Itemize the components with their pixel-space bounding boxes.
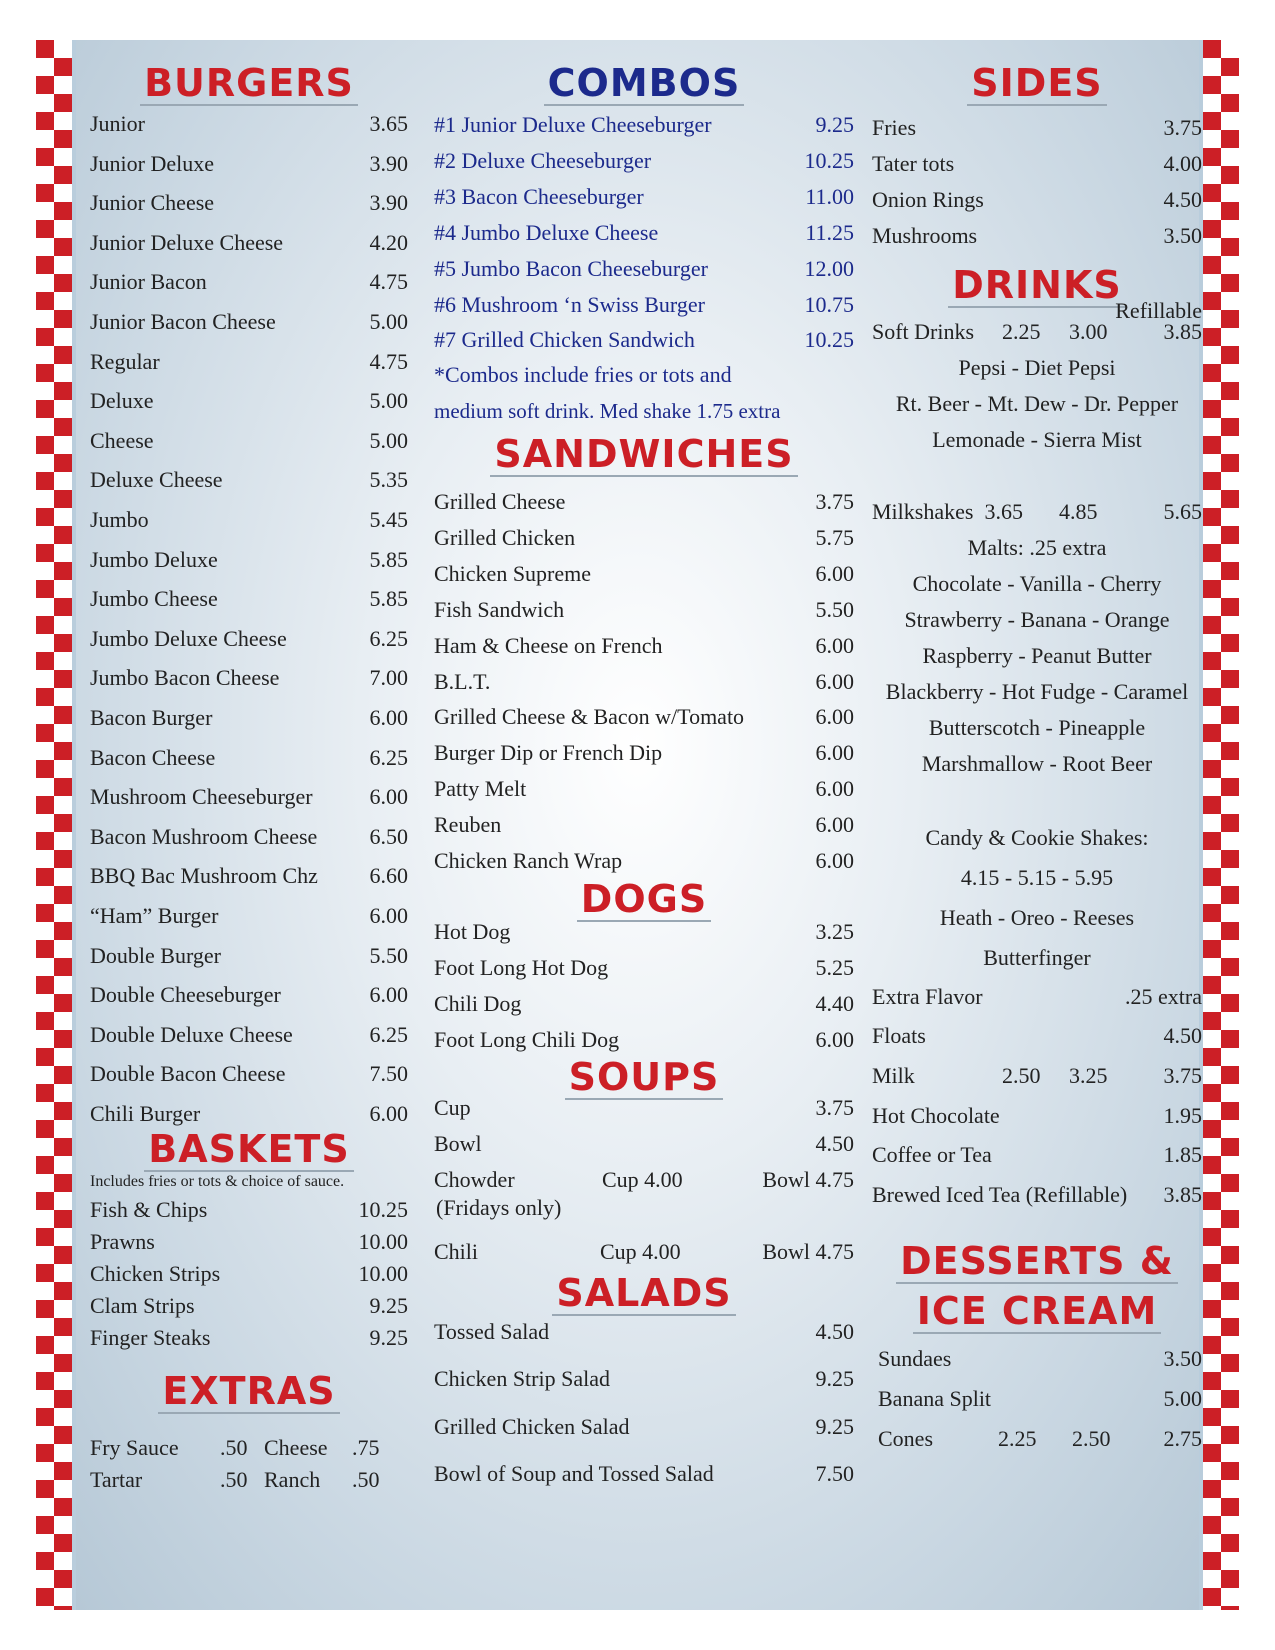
burger-item-name: Junior Bacon — [90, 269, 207, 295]
soup-chowder-cup: Cup 4.00 — [602, 1167, 683, 1192]
candy-shakes-title: Candy & Cookie Shakes: — [925, 825, 1149, 850]
soft-drinks-price-2: 3.00 — [1069, 319, 1108, 344]
burger-item-price: 5.35 — [369, 467, 408, 493]
salad-item-price: 9.25 — [815, 1366, 854, 1392]
combo-item — [434, 182, 854, 212]
burger-item-price: 5.00 — [369, 309, 408, 334]
burger-item-price: 5.85 — [369, 546, 408, 572]
burger-item-price: 3.90 — [369, 190, 408, 216]
burger-item-name: Chili Burger — [90, 1101, 201, 1126]
burger-item — [90, 980, 408, 1010]
burger-item-price: 5.50 — [369, 942, 408, 968]
soft-drinks: Soft Drinks — [872, 319, 975, 344]
basket-item — [90, 1323, 408, 1353]
burger-item-name: Junior — [90, 111, 145, 136]
basket-item-name: Clam Strips — [90, 1293, 195, 1318]
burger-item-price: 6.00 — [369, 982, 408, 1008]
sandwich-item-name: Fish Sandwich — [434, 596, 565, 622]
cones-price-2: 2.50 — [1072, 1426, 1111, 1451]
brewed-iced-tea: Brewed Iced Tea (Refillable) 3.85 — [872, 1182, 1202, 1207]
sandwich-item-name: Reuben — [434, 812, 502, 838]
basket-item — [90, 1291, 408, 1321]
burger-item-name: Mushroom Cheeseburger — [90, 784, 313, 810]
basket-item-name: Fish & Chips — [90, 1197, 208, 1222]
salad-item-price: 7.50 — [815, 1460, 854, 1486]
extras-fry-sauce-price: .50 — [220, 1435, 248, 1460]
burger-item-price: 6.00 — [369, 784, 408, 810]
milk-price-3: 3.75 — [1163, 1063, 1202, 1088]
combo-item-price: 9.25 — [815, 112, 854, 137]
side-item — [872, 149, 1202, 179]
soft-drinks-price-3: 3.85 — [1163, 319, 1202, 344]
sandwich-item-price: 6.00 — [815, 560, 854, 586]
burger-item-name: Jumbo Bacon Cheese — [90, 665, 280, 691]
sandwich-item — [434, 631, 854, 661]
salad-item-price: 4.50 — [815, 1319, 854, 1344]
sandwich-item — [434, 846, 854, 876]
banana-split: Banana Split 5.00 — [878, 1386, 1202, 1411]
sandwich-item-price: 6.00 — [815, 848, 854, 873]
burger-item — [90, 782, 408, 812]
combo-item-price: 12.00 — [804, 255, 854, 281]
cones-price-3: 2.75 — [1163, 1426, 1202, 1451]
sandwich-item — [434, 523, 854, 553]
salad-item — [434, 1317, 854, 1347]
sandwiches-heading: SANDWICHES — [434, 433, 854, 477]
extra-flavor: Extra Flavor .25 extra — [872, 984, 1202, 1009]
dogs-heading: DOGS — [434, 878, 854, 922]
combo-item-name: #7 Grilled Chicken Sandwich — [434, 327, 695, 353]
sandwich-item-price: 3.75 — [815, 489, 854, 514]
burger-item-price: 6.60 — [369, 863, 408, 889]
burger-item — [90, 505, 408, 535]
dog-item — [434, 953, 854, 983]
basket-item — [90, 1259, 408, 1289]
burger-item-price: 5.00 — [369, 388, 408, 414]
sides-heading: SIDES — [872, 62, 1202, 106]
combo-item-name: #1 Junior Deluxe Cheeseburger — [434, 112, 712, 137]
combo-item — [434, 290, 854, 320]
sandwich-item-price: 5.75 — [815, 524, 854, 550]
soft-drink-flavor-line: Lemonade - Sierra Mist — [932, 427, 1142, 452]
burger-item-price: 6.00 — [369, 705, 408, 730]
baskets-note: Includes fries or tots & choice of sauce. — [90, 1173, 345, 1190]
burger-item-price: 3.90 — [369, 150, 408, 176]
combos-note-line1: *Combos include fries or tots and — [434, 362, 732, 387]
basket-item-price: 10.00 — [358, 1261, 408, 1286]
coffee-or-tea: Coffee or Tea 1.85 — [872, 1142, 1202, 1167]
shake-flavor-line: Butterscotch - Pineapple — [928, 715, 1146, 740]
extras-ranch: Ranch — [264, 1467, 321, 1492]
burger-item-name: Junior Deluxe — [90, 150, 215, 176]
burger-item-price: 4.75 — [369, 269, 408, 295]
salad-item-name: Bowl of Soup and Tossed Salad — [434, 1460, 714, 1486]
combo-item-name: #6 Mushroom ‘n Swiss Burger — [434, 291, 705, 317]
burger-item — [90, 347, 408, 377]
salad-item — [434, 1364, 854, 1394]
soft-drink-flavor-line: Rt. Beer - Mt. Dew - Dr. Pepper — [895, 391, 1179, 416]
checkered-border-left — [36, 40, 72, 1610]
sandwich-item — [434, 774, 854, 804]
burger-item-name: Junior Cheese — [90, 190, 215, 216]
burger-item-name: Double Deluxe Cheese — [90, 1021, 293, 1047]
salad-item-name: Tossed Salad — [434, 1319, 550, 1344]
shake-flavor-line: Blackberry - Hot Fudge - Caramel — [885, 679, 1189, 704]
combo-item-price: 10.75 — [804, 291, 854, 317]
burger-item — [90, 188, 408, 218]
sandwich-item — [434, 595, 854, 625]
soup-chili-bowl: Bowl 4.75 — [762, 1239, 854, 1264]
extras-tartar: Tartar — [90, 1467, 143, 1492]
milkshakes-price-2: 4.85 — [1059, 499, 1098, 524]
combo-item — [434, 325, 854, 355]
combo-item-price: 11.25 — [805, 219, 854, 245]
burger-item — [90, 703, 408, 733]
soup-chowder-note: (Fridays only) — [436, 1195, 562, 1220]
sandwich-item-price: 6.00 — [815, 776, 854, 802]
burger-item-name: Jumbo Deluxe — [90, 546, 218, 572]
side-item — [872, 221, 1202, 251]
burger-item-price: 5.85 — [369, 586, 408, 612]
burger-item-price: 6.25 — [369, 1021, 408, 1047]
dog-item — [434, 989, 854, 1019]
combos-heading: COMBOS — [434, 62, 854, 106]
cones-price-1: 2.25 — [998, 1426, 1037, 1451]
burger-item-price: 7.00 — [369, 665, 408, 691]
soup-chili: Chili — [434, 1239, 479, 1264]
sandwich-item — [434, 487, 854, 517]
burger-item-name: Deluxe — [90, 388, 154, 414]
burger-item-price: 3.65 — [369, 111, 408, 136]
burger-item — [90, 901, 408, 931]
sandwich-item-price: 6.00 — [815, 740, 854, 766]
milkshakes-price-3: 5.65 — [1163, 499, 1202, 524]
burger-item — [90, 743, 408, 773]
burger-item-name: Double Burger — [90, 942, 221, 968]
combos-note-line2: medium soft drink. Med shake 1.75 extra — [434, 399, 781, 423]
burger-item-price: 6.00 — [369, 903, 408, 928]
sandwich-item — [434, 810, 854, 840]
sandwich-item-name: Grilled Chicken — [434, 524, 576, 550]
burger-item-price: 7.50 — [369, 1061, 408, 1087]
burger-item-price: 5.45 — [369, 507, 408, 532]
desserts-heading-line1: DESSERTS & — [872, 1240, 1202, 1284]
basket-item-price: 9.25 — [369, 1325, 408, 1350]
salad-item-price: 9.25 — [815, 1413, 854, 1439]
dog-item-name: Foot Long Chili Dog — [434, 1026, 620, 1052]
shake-flavor-line: Marshmallow - Root Beer — [921, 751, 1153, 776]
burger-item — [90, 465, 408, 495]
sandwich-item-name: Chicken Supreme — [434, 560, 592, 586]
basket-item — [90, 1195, 408, 1225]
side-item-price: 4.50 — [1163, 186, 1202, 212]
combo-item-name: #2 Deluxe Cheeseburger — [434, 147, 652, 173]
burger-item-price: 5.00 — [369, 427, 408, 453]
burger-item-price: 6.25 — [369, 625, 408, 651]
side-item — [872, 185, 1202, 215]
extras-heading: EXTRAS — [90, 1370, 408, 1414]
burger-item-name: Junior Bacon Cheese — [90, 309, 276, 334]
basket-item-name: Chicken Strips — [90, 1261, 221, 1286]
soft-drinks-price-1: 2.25 — [1002, 319, 1041, 344]
candy-shakes-prices: 4.15 - 5.15 - 5.95 — [960, 865, 1114, 890]
combo-item — [434, 146, 854, 176]
candy-flavors-1: Heath - Oreo - Reeses — [939, 905, 1135, 930]
burger-item — [90, 584, 408, 614]
burger-item-price: 4.20 — [369, 229, 408, 255]
dog-item — [434, 1025, 854, 1055]
side-item-name: Onion Rings — [872, 186, 984, 212]
combo-item-price: 10.25 — [804, 147, 854, 173]
burger-item-name: Bacon Cheese — [90, 744, 216, 770]
checkered-border-right — [1203, 40, 1239, 1610]
combo-item-price: 11.00 — [805, 183, 854, 209]
sandwich-item-name: Patty Melt — [434, 776, 527, 802]
burger-item-name: Jumbo — [90, 507, 149, 532]
burger-item-price: 6.50 — [369, 823, 408, 849]
extras-tartar-price: .50 — [220, 1467, 248, 1492]
baskets-heading: BASKETS — [90, 1128, 408, 1172]
dog-item-name: Foot Long Hot Dog — [434, 954, 609, 980]
basket-item-price: 10.00 — [358, 1229, 408, 1254]
dog-item-price: 5.25 — [815, 954, 854, 980]
burger-item-name: Regular — [90, 348, 160, 374]
sandwich-item-price: 6.00 — [815, 812, 854, 838]
shake-flavor-line: Raspberry - Peanut Butter — [922, 643, 1152, 668]
shake-flavor-line: Strawberry - Banana - Orange — [904, 607, 1170, 632]
extras-ranch-price: .50 — [352, 1467, 380, 1492]
milkshakes: Milkshakes 3.65 — [872, 499, 1023, 524]
soft-drink-flavor-line: Pepsi - Diet Pepsi — [958, 355, 1116, 380]
sundaes: Sundaes 3.50 — [878, 1346, 1202, 1371]
burger-item — [90, 307, 408, 337]
hot-chocolate: Hot Chocolate 1.95 — [872, 1103, 1202, 1128]
combo-item-price: 10.25 — [804, 327, 854, 353]
sandwich-item-price: 6.00 — [815, 704, 854, 730]
burger-item — [90, 386, 408, 416]
menu-panel — [72, 40, 1203, 1610]
basket-item-price: 9.25 — [369, 1293, 408, 1318]
refillable-label: Refillable — [1115, 298, 1202, 323]
sandwich-item — [434, 667, 854, 697]
extras-cheese-price: .75 — [352, 1435, 380, 1460]
sandwich-item-name: Grilled Cheese — [434, 489, 566, 514]
burger-item-price: 4.75 — [369, 348, 408, 374]
salad-item-name: Chicken Strip Salad — [434, 1366, 610, 1392]
side-item-price: 3.75 — [1163, 115, 1202, 140]
combo-item — [434, 218, 854, 248]
sandwich-item-name: B.L.T. — [434, 668, 491, 694]
cones: Cones — [878, 1426, 933, 1451]
burger-item — [90, 267, 408, 297]
dog-item-name: Hot Dog — [434, 919, 511, 944]
salad-item — [434, 1412, 854, 1442]
burger-item-name: Jumbo Deluxe Cheese — [90, 625, 287, 651]
burger-item — [90, 1059, 408, 1089]
sandwich-item-name: Burger Dip or French Dip — [434, 740, 663, 766]
basket-item-name: Prawns — [90, 1229, 155, 1254]
side-item-name: Mushrooms — [872, 222, 978, 248]
soups-heading: SOUPS — [434, 1056, 854, 1100]
burger-item — [90, 109, 408, 139]
shake-flavor-line: Chocolate - Vanilla - Cherry — [912, 571, 1162, 596]
burger-item — [90, 861, 408, 891]
drinks-heading: DRINKS — [872, 264, 1202, 308]
sandwich-item-price: 6.00 — [815, 668, 854, 694]
sandwich-item — [434, 559, 854, 589]
desserts-heading-line2: ICE CREAM — [872, 1290, 1202, 1334]
dog-item-price: 3.25 — [815, 919, 854, 944]
burgers-heading: BURGERS — [90, 62, 408, 106]
dog-item — [434, 917, 854, 947]
burger-item — [90, 1020, 408, 1050]
burger-item — [90, 1099, 408, 1129]
burger-item — [90, 426, 408, 456]
burger-item-price: 6.00 — [369, 1101, 408, 1126]
burger-item-name: Bacon Mushroom Cheese — [90, 823, 318, 849]
dog-item-price: 4.40 — [815, 990, 854, 1016]
burger-item-name: Double Cheeseburger — [90, 982, 281, 1008]
extras-cheese: Cheese — [264, 1435, 328, 1460]
basket-item-price: 10.25 — [358, 1197, 408, 1222]
burger-item — [90, 228, 408, 258]
side-item-name: Fries — [872, 115, 916, 140]
side-item-price: 3.50 — [1163, 222, 1202, 248]
candy-flavors-2: Butterfinger — [983, 945, 1091, 970]
burger-item — [90, 545, 408, 575]
salads-heading: SALADS — [434, 1272, 854, 1316]
combo-item-name: #4 Jumbo Deluxe Cheese — [434, 219, 659, 245]
basket-item-name: Finger Steaks — [90, 1325, 211, 1350]
burger-item-name: Double Bacon Cheese — [90, 1061, 286, 1087]
milk-price-2: 3.25 — [1069, 1063, 1108, 1088]
burger-item-name: Jumbo Cheese — [90, 586, 218, 612]
salad-item-name: Grilled Chicken Salad — [434, 1413, 630, 1439]
combo-item-name: #3 Bacon Cheeseburger — [434, 183, 644, 209]
burger-item-name: “Ham” Burger — [90, 903, 219, 928]
salad-item — [434, 1459, 854, 1489]
burger-item — [90, 624, 408, 654]
combo-item-name: #5 Jumbo Bacon Cheeseburger — [434, 255, 708, 281]
side-item — [872, 113, 1202, 143]
burger-item-name: Cheese — [90, 427, 154, 453]
sandwich-item — [434, 738, 854, 768]
dog-item-price: 6.00 — [815, 1026, 854, 1052]
sandwich-item-name: Ham & Cheese on French — [434, 632, 663, 658]
malts-note: Malts: .25 extra — [967, 535, 1107, 560]
sandwich-item-name: Chicken Ranch Wrap — [434, 848, 623, 873]
sandwich-item — [434, 702, 854, 732]
sandwich-item-price: 5.50 — [815, 596, 854, 622]
soup-chili-cup: Cup 4.00 — [600, 1239, 681, 1264]
burger-item — [90, 822, 408, 852]
soup-bowl: Bowl 4.50 — [434, 1131, 854, 1156]
sandwich-item-price: 6.00 — [815, 632, 854, 658]
burger-item — [90, 149, 408, 179]
burger-item — [90, 663, 408, 693]
burger-item-name: Junior Deluxe Cheese — [90, 229, 284, 255]
burger-item — [90, 941, 408, 971]
milk-price-1: 2.50 — [1002, 1063, 1041, 1088]
side-item-price: 4.00 — [1163, 150, 1202, 176]
floats: Floats 4.50 — [872, 1023, 1202, 1048]
burger-item-name: Deluxe Cheese — [90, 467, 223, 493]
combo-item — [434, 254, 854, 284]
soup-chowder: Chowder — [434, 1167, 515, 1192]
combo-item — [434, 110, 854, 140]
side-item-name: Tater tots — [872, 150, 955, 176]
milk: Milk — [872, 1063, 915, 1088]
sandwich-item-name: Grilled Cheese & Bacon w/Tomato — [434, 704, 745, 730]
basket-item — [90, 1227, 408, 1257]
soup-chowder-bowl: Bowl 4.75 — [762, 1167, 854, 1192]
burger-item-name: Bacon Burger — [90, 705, 213, 730]
soup-cup: Cup 3.75 — [434, 1095, 854, 1120]
burger-item-name: BBQ Bac Mushroom Chz — [90, 863, 318, 889]
burger-item-price: 6.25 — [369, 744, 408, 770]
dog-item-name: Chili Dog — [434, 990, 522, 1016]
extras-fry-sauce: Fry Sauce — [90, 1435, 179, 1460]
